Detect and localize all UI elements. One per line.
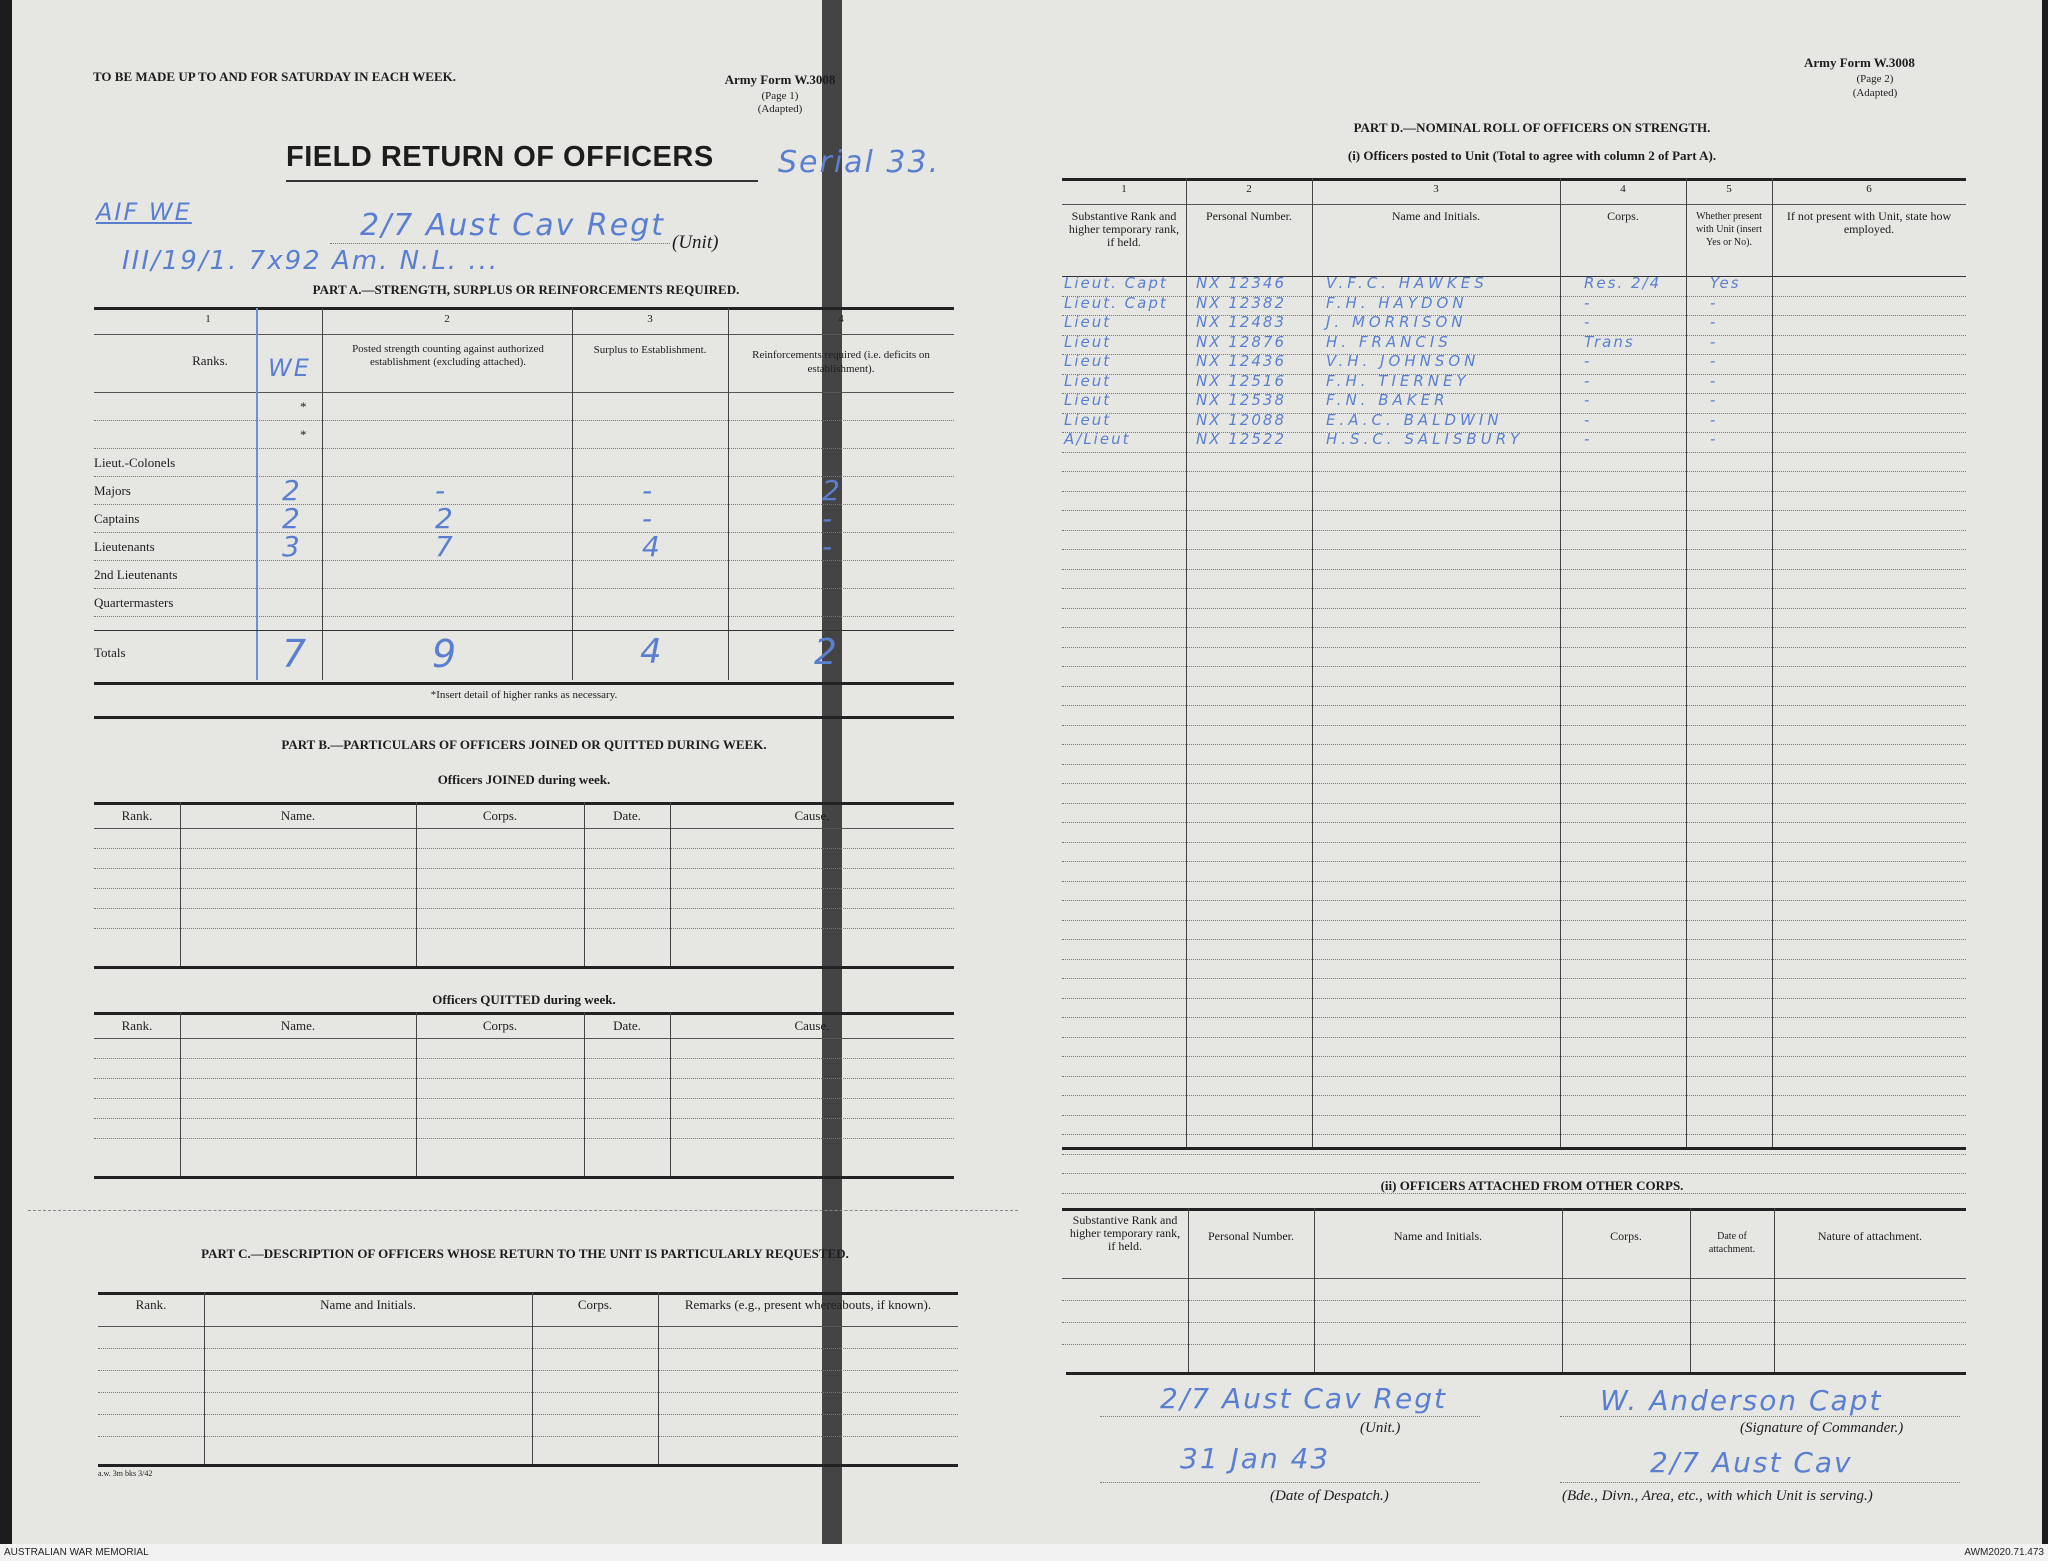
- part-a-bottom-rule: [94, 682, 954, 685]
- row-rule: [94, 888, 954, 889]
- handwritten-aif-we: AIF WE: [96, 198, 192, 226]
- roll-name-1: F.H. HAYDON: [1326, 293, 1468, 312]
- row-rule: [1062, 1154, 1966, 1155]
- roll-rank-8: A/Lieut: [1064, 430, 1131, 448]
- row-rule: [94, 1058, 954, 1059]
- row-rule: [1062, 783, 1966, 784]
- handwritten-unit-sign: 2/7 Aust Cav Regt: [1160, 1382, 1447, 1415]
- form-number-p2: Army Form W.3008: [1804, 55, 1915, 70]
- row-rule: [1062, 1173, 1966, 1174]
- adapted-label-p2: (Adapted): [1852, 87, 1898, 99]
- row-rule: [94, 588, 954, 589]
- col-number-2: 2: [444, 313, 450, 325]
- column-divider: [1690, 1208, 1691, 1372]
- roll-present-0: Yes: [1710, 274, 1741, 292]
- roll-rank-0: Lieut. Capt: [1064, 274, 1168, 292]
- row-rule: [98, 1436, 958, 1437]
- roll-name-5: F.H. TIERNEY: [1326, 371, 1470, 390]
- roll-number-1: NX 12382: [1196, 293, 1286, 312]
- col-number-2: 3: [1433, 183, 1439, 195]
- roll-corps-6: -: [1584, 391, 1592, 409]
- column-header-2: Name and Initials.: [1391, 209, 1481, 223]
- table-bottom-rule: [1062, 1147, 1966, 1150]
- row-rule: [1062, 842, 1966, 843]
- part-a-rank-5: Lieutenants: [94, 539, 155, 554]
- handwritten-serial: Serial 33.: [778, 145, 941, 180]
- roll-present-5: -: [1710, 371, 1718, 390]
- table-bottom-rule: [94, 966, 954, 969]
- header-rule: [94, 1038, 954, 1039]
- posted-strength-header: Posted strength counting against authorized establishment (excluding attached).: [352, 343, 544, 368]
- row-rule: [94, 908, 954, 909]
- roll-present-1: -: [1710, 293, 1718, 312]
- column-divider: [1312, 178, 1313, 1147]
- roll-corps-2: -: [1584, 313, 1592, 331]
- row-rule: [1062, 939, 1966, 940]
- roll-corps-1: -: [1584, 293, 1592, 312]
- column-header-2: Name and Initials.: [1393, 1229, 1483, 1243]
- roll-number-6: NX 12538: [1196, 391, 1286, 409]
- col-number-rule: [1062, 204, 1966, 205]
- part-a-vline-3: [728, 308, 729, 680]
- row-rule: [1062, 959, 1966, 960]
- col-number-3: 4: [1620, 183, 1626, 195]
- part-c-title: PART C.—DESCRIPTION OF OFFICERS WHOSE RETURN TO THE UNIT IS PARTICULARLY REQUESTED.: [201, 1246, 849, 1261]
- column-divider: [1188, 1208, 1189, 1372]
- part-a-vline-1: [322, 308, 323, 680]
- roll-number-0: NX 12346: [1196, 274, 1286, 292]
- roll-number-5: NX 12516: [1196, 371, 1286, 390]
- attached-title: (ii) OFFICERS ATTACHED FROM OTHER CORPS.: [1380, 1178, 1684, 1193]
- bde-line: [1560, 1482, 1960, 1483]
- row-rule: [1062, 744, 1966, 745]
- part-a-vline-2: [572, 308, 573, 680]
- roll-corps-7: -: [1584, 410, 1592, 429]
- reinforcements-header: Reinforcements required (i.e. deficits on establishment).: [752, 349, 930, 375]
- table-top-rule: [98, 1292, 958, 1295]
- row-rule: [1062, 666, 1966, 667]
- column-header-0: Substantive Rank and higher temporary rank, if held.: [1069, 1213, 1181, 1253]
- part-a-rank-3: Majors: [94, 483, 131, 498]
- roll-present-2: -: [1710, 313, 1718, 331]
- roll-present-3: -: [1710, 332, 1718, 351]
- column-header-5: If not present with Unit, state how employed.: [1786, 209, 1952, 236]
- row-rule: [98, 1370, 958, 1371]
- header-rule: [98, 1326, 958, 1327]
- perforation-line: [28, 1210, 1018, 1211]
- handwritten-despatch-date: 31 Jan 43: [1180, 1442, 1331, 1475]
- row-rule: [1062, 647, 1966, 648]
- signature-line: [1560, 1416, 1960, 1417]
- page-label-p2: (Page 2): [1856, 73, 1894, 85]
- row-rule: [1062, 1017, 1966, 1018]
- column-header-4: Cause.: [794, 808, 830, 823]
- posted-value-4: 2: [435, 502, 455, 535]
- row-rule: [1062, 1037, 1966, 1038]
- row-rule: [98, 1414, 958, 1415]
- row-rule: [1062, 452, 1966, 453]
- col-number-rule: [94, 334, 954, 335]
- roll-present-4: -: [1710, 352, 1718, 370]
- column-divider: [1774, 1208, 1775, 1372]
- column-header-1: Name.: [280, 1018, 316, 1033]
- page-label: (Page 1): [761, 90, 799, 102]
- unit-line: [330, 243, 670, 244]
- header-rule: [94, 828, 954, 829]
- roll-name-2: J. MORRISON: [1326, 313, 1467, 331]
- part-b-title: PART B.—PARTICULARS OF OFFICERS JOINED OR QUITTED DURING WEEK.: [281, 737, 767, 752]
- joined-title: Officers JOINED during week.: [437, 772, 611, 787]
- row-rule: [1062, 1056, 1966, 1057]
- column-divider: [658, 1292, 659, 1464]
- despatch-line: [1100, 1482, 1480, 1483]
- part-a-rank-2: Lieut.-Colonels: [94, 455, 176, 470]
- totals-reinforcements: 2: [814, 632, 839, 673]
- column-header-1: Personal Number.: [1206, 209, 1292, 223]
- unit-sign-line: [1100, 1416, 1480, 1417]
- page-title: FIELD RETURN OF OFFICERS: [286, 141, 714, 173]
- table-bottom-rule: [98, 1464, 958, 1467]
- part-a-top-rule: [94, 307, 954, 310]
- column-divider: [1314, 1208, 1315, 1372]
- archive-reference: AWM2020.71.473: [1964, 1547, 2044, 1558]
- row-rule: [98, 1348, 958, 1349]
- row-rule: [1062, 881, 1966, 882]
- row-rule: [94, 848, 954, 849]
- form-number: Army Form W.3008: [724, 72, 836, 87]
- roll-corps-0: Res. 2/4: [1584, 274, 1662, 292]
- header-rule: [1062, 1278, 1966, 1279]
- row-rule: [1062, 1300, 1966, 1301]
- column-header-2: Corps.: [482, 1018, 518, 1033]
- row-rule: [94, 868, 954, 869]
- column-divider: [670, 1012, 671, 1176]
- despatch-label: (Date of Despatch.): [1270, 1488, 1389, 1504]
- roll-corps-4: -: [1584, 352, 1592, 370]
- roll-name-7: E.A.C. BALDWIN: [1326, 410, 1503, 429]
- totals-surplus: 4: [640, 632, 664, 672]
- column-divider: [670, 802, 671, 966]
- row-rule: [94, 420, 954, 421]
- row-rule: [1062, 1322, 1966, 1323]
- reinforcements-value-5: -: [822, 530, 835, 563]
- row-rule: [1062, 978, 1966, 979]
- row-rule: [1062, 510, 1966, 511]
- roll-corps-8: -: [1584, 430, 1592, 448]
- signature-label: (Signature of Commander.): [1740, 1420, 1904, 1436]
- table-bottom-rule: [94, 1176, 954, 1179]
- roll-rank-6: Lieut: [1064, 391, 1112, 409]
- roll-present-8: -: [1710, 430, 1718, 448]
- col-number-0: 1: [1121, 183, 1127, 195]
- column-header-0: Rank.: [121, 1018, 153, 1033]
- handwritten-we-reference: III/19/1. 7x92 Am. N.L. ...: [122, 246, 500, 276]
- column-divider: [1186, 178, 1187, 1147]
- row-rule: [1062, 608, 1966, 609]
- column-header-5: Nature of attachment.: [1817, 1229, 1923, 1243]
- part-a-rank-7: Quartermasters: [94, 595, 174, 610]
- roll-number-2: NX 12483: [1196, 313, 1286, 331]
- row-rule: [1062, 471, 1966, 472]
- bde-label: (Bde., Divn., Area, etc., with which Unit is serving.): [1562, 1488, 1873, 1504]
- col-number-1: 1: [205, 313, 211, 325]
- part-d-title: PART D.—NOMINAL ROLL OF OFFICERS ON STRENGTH.: [1353, 120, 1711, 135]
- part-a-rank-1: *: [300, 427, 307, 442]
- column-divider: [416, 802, 417, 966]
- totals-label: Totals: [94, 645, 126, 660]
- col-number-5: 6: [1866, 183, 1872, 195]
- handwritten-we-header: WE: [268, 354, 311, 382]
- part-a-rank-0: *: [300, 399, 307, 414]
- roll-name-6: F.N. BAKER: [1326, 391, 1449, 409]
- row-rule: [1062, 900, 1966, 901]
- title-underline: [286, 180, 758, 182]
- roll-number-3: NX 12876: [1196, 332, 1286, 351]
- roll-corps-5: -: [1584, 371, 1592, 390]
- row-rule: [1062, 530, 1966, 531]
- row-rule: [94, 616, 954, 617]
- row-rule: [1062, 1095, 1966, 1096]
- header-note: TO BE MADE UP TO AND FOR SATURDAY IN EACH WEEK.: [93, 69, 456, 84]
- column-divider: [584, 1012, 585, 1176]
- roll-rank-2: Lieut: [1064, 313, 1112, 331]
- row-rule: [1062, 627, 1966, 628]
- surplus-value-4: -: [642, 502, 655, 535]
- part-b-top-rule: [94, 716, 954, 719]
- row-rule: [1062, 822, 1966, 823]
- column-header-3: Date.: [613, 1018, 641, 1033]
- column-header-1: Personal Number.: [1208, 1229, 1294, 1243]
- roll-present-6: -: [1710, 391, 1718, 409]
- column-header-3: Corps.: [1607, 209, 1639, 223]
- row-rule: [1062, 588, 1966, 589]
- roll-number-4: NX 12436: [1196, 352, 1286, 370]
- column-header-4: Cause.: [794, 1018, 830, 1033]
- row-rule: [1062, 764, 1966, 765]
- table-top-rule: [1062, 178, 1966, 181]
- row-rule: [1062, 705, 1966, 706]
- totals-we: 7: [282, 632, 309, 676]
- row-rule: [94, 448, 954, 449]
- roll-rank-3: Lieut: [1064, 332, 1112, 351]
- row-rule: [1062, 686, 1966, 687]
- posted-value-3: -: [435, 474, 448, 507]
- surplus-value-3: -: [642, 474, 655, 507]
- row-rule: [94, 1118, 954, 1119]
- archive-name: AUSTRALIAN WAR MEMORIAL: [4, 1547, 149, 1558]
- roll-rank-1: Lieut. Capt: [1064, 293, 1168, 312]
- column-header-2: Corps.: [577, 1297, 613, 1312]
- posted-value-5: 7: [435, 530, 455, 563]
- roll-name-3: H. FRANCIS: [1326, 332, 1452, 351]
- column-header-2: Corps.: [482, 808, 518, 823]
- column-divider: [1560, 178, 1561, 1147]
- col-number-4: 4: [838, 313, 844, 325]
- row-rule: [1062, 803, 1966, 804]
- column-divider: [584, 802, 585, 966]
- row-rule: [94, 1078, 954, 1079]
- handwritten-bde: 2/7 Aust Cav: [1650, 1446, 1853, 1479]
- row-rule: [1062, 1115, 1966, 1116]
- signature-top-rule: [1066, 1372, 1966, 1375]
- row-rule: [1062, 861, 1966, 862]
- quitted-title: Officers QUITTED during week.: [432, 992, 616, 1007]
- column-divider: [1562, 1208, 1563, 1372]
- column-divider: [204, 1292, 205, 1464]
- insert-note: *Insert detail of higher ranks as necessary.: [430, 689, 618, 701]
- column-header-3: Corps.: [1610, 1229, 1642, 1243]
- archive-footer: [0, 1544, 2048, 1561]
- handwritten-unit: 2/7 Aust Cav Regt: [360, 208, 666, 243]
- roll-name-8: H.S.C. SALISBURY: [1326, 430, 1524, 448]
- roll-present-7: -: [1710, 410, 1718, 429]
- posted-subtitle: (i) Officers posted to Unit (Total to agree with column 2 of Part A).: [1347, 148, 1717, 163]
- roll-number-8: NX 12522: [1196, 430, 1286, 448]
- row-rule: [1062, 491, 1966, 492]
- column-divider: [180, 802, 181, 966]
- column-divider: [532, 1292, 533, 1464]
- we-value-4: 2: [282, 502, 302, 535]
- roll-rank-5: Lieut: [1064, 371, 1112, 390]
- col-number-4: 5: [1726, 183, 1732, 195]
- row-rule: [94, 928, 954, 929]
- table-top-rule: [94, 802, 954, 805]
- totals-top-rule: [94, 630, 954, 631]
- col-number-3: 3: [647, 313, 653, 325]
- column-header-0: Rank.: [121, 808, 153, 823]
- roll-corps-3: Trans: [1584, 332, 1635, 351]
- commander-signature: W. Anderson Capt: [1600, 1384, 1883, 1417]
- column-header-3: Date.: [613, 808, 641, 823]
- header-rule: [94, 392, 954, 393]
- surplus-value-5: 4: [642, 530, 662, 563]
- column-divider: [180, 1012, 181, 1176]
- row-rule: [1062, 920, 1966, 921]
- row-rule: [1062, 1344, 1966, 1345]
- reinforcements-value-4: -: [822, 502, 835, 535]
- roll-rank-7: Lieut: [1064, 410, 1112, 429]
- row-rule: [98, 1392, 958, 1393]
- roll-number-7: NX 12088: [1196, 410, 1286, 429]
- column-divider: [1772, 178, 1773, 1147]
- col-number-1: 2: [1246, 183, 1252, 195]
- row-rule: [1062, 725, 1966, 726]
- column-header-0: Substantive Rank and higher temporary rank, if held.: [1068, 209, 1180, 249]
- part-a-title: PART A.—STRENGTH, SURPLUS OR REINFORCEMENTS REQUIRED.: [312, 282, 740, 297]
- column-header-0: Rank.: [135, 1297, 167, 1312]
- roll-name-0: V.F.C. HAWKES: [1326, 274, 1488, 292]
- row-rule: [1062, 998, 1966, 999]
- we-value-5: 3: [282, 530, 302, 563]
- table-top-rule: [1062, 1208, 1966, 1211]
- roll-rank-4: Lieut: [1064, 352, 1112, 370]
- column-header-4: Whether present with Unit (insert Yes or No).: [1695, 211, 1763, 248]
- print-code: a.w. 3m bks 3/42: [98, 1469, 153, 1478]
- row-rule: [1062, 549, 1966, 550]
- totals-posted: 9: [432, 632, 459, 676]
- part-a-rank-4: Captains: [94, 511, 140, 526]
- row-rule: [1062, 569, 1966, 570]
- row-rule: [1062, 1076, 1966, 1077]
- row-rule: [94, 1138, 954, 1139]
- column-header-3: Remarks (e.g., present whereabouts, if known).: [684, 1297, 932, 1312]
- column-divider: [1686, 178, 1687, 1147]
- row-rule: [94, 1098, 954, 1099]
- adapted-label: (Adapted): [757, 103, 803, 115]
- reinforcements-value-3: 2: [822, 474, 842, 507]
- surplus-header: Surplus to Establishment.: [593, 344, 707, 356]
- unit-label: (Unit): [672, 232, 719, 253]
- table-top-rule: [94, 1012, 954, 1015]
- we-column-line: [256, 308, 258, 680]
- column-header-1: Name.: [280, 808, 316, 823]
- part-a-rank-6: 2nd Lieutenants: [94, 567, 178, 582]
- column-divider: [416, 1012, 417, 1176]
- ranks-header: Ranks.: [192, 353, 228, 368]
- unit-sign-label: (Unit.): [1360, 1420, 1401, 1436]
- we-value-3: 2: [282, 474, 302, 507]
- column-header-1: Name and Initials.: [320, 1297, 416, 1312]
- row-rule: [1062, 1134, 1966, 1135]
- roll-name-4: V.H. JOHNSON: [1326, 352, 1480, 370]
- column-header-4: Date of attachment.: [1708, 1231, 1756, 1255]
